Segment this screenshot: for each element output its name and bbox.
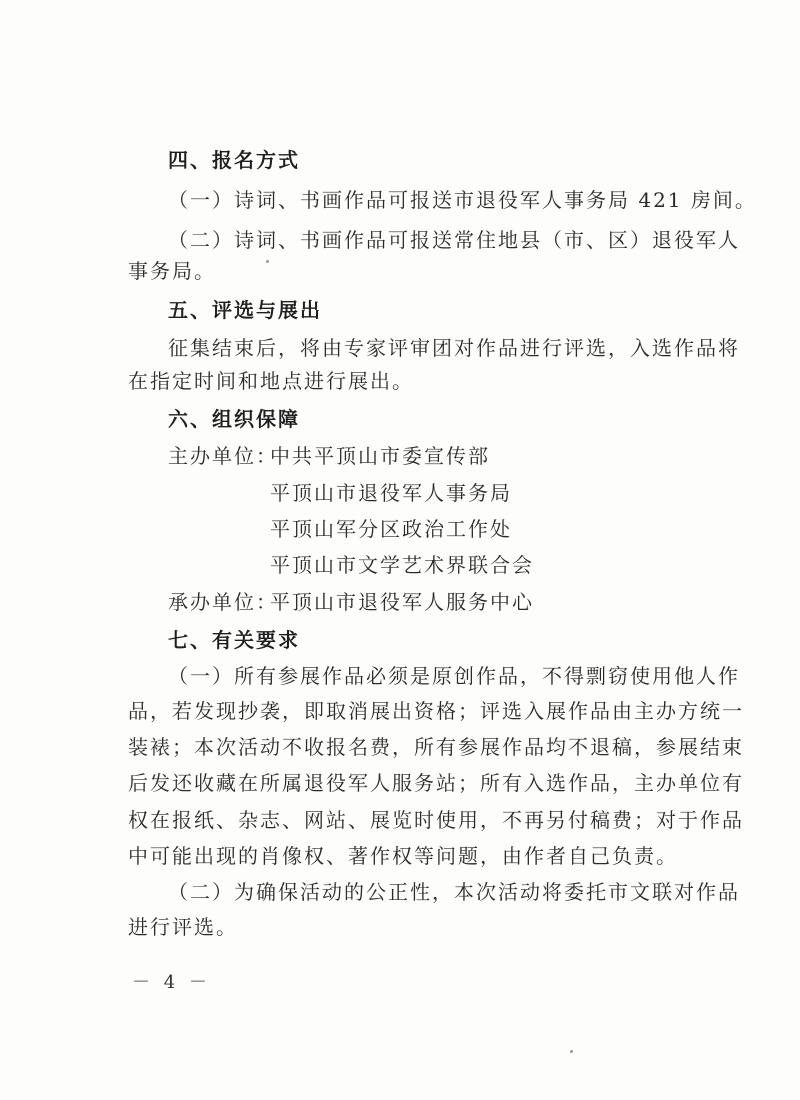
- host-unit: 中共平顶山市委宣传部: [270, 444, 490, 468]
- paragraph-line: 品，若发现抄袭，即取消展出资格；评选入展作品由主办方统一: [128, 699, 744, 723]
- paragraph-line: 征集结束后，将由专家评审团对作品进行评选，入选作品将: [168, 336, 740, 360]
- host-unit: 平顶山军分区政治工作处: [270, 517, 512, 541]
- organizer-label: 承办单位：: [168, 590, 278, 614]
- paragraph-line: 权在报纸、杂志、网站、展览时使用，不再另付稿费；对于作品: [128, 808, 744, 832]
- paragraph-line: （一）诗词、书画作品可报送市退役军人事务局 421 房间。: [168, 188, 757, 212]
- paragraph-line: 装裱；本次活动不收报名费，所有参展作品均不退稿，参展结束: [128, 735, 744, 759]
- organizer-unit: 平顶山市退役军人服务中心: [270, 590, 534, 614]
- paragraph-line: 后发还收藏在所属退役军人服务站；所有入选作品，主办单位有: [128, 771, 744, 795]
- scan-speck: [266, 260, 269, 263]
- host-unit: 平顶山市文学艺术界联合会: [270, 553, 534, 577]
- paragraph-line: （二）诗词、书画作品可报送常住地县（市、区）退役军人: [168, 228, 740, 252]
- section-heading-organization: 六、组织保障: [168, 407, 300, 431]
- paragraph-line: 进行评选。: [128, 915, 238, 939]
- paragraph-line: 事务局。: [128, 259, 216, 283]
- page-number: － 4 －: [132, 972, 211, 993]
- paragraph-line: （一）所有参展作品必须是原创作品，不得剽窃使用他人作: [168, 664, 740, 688]
- paragraph-line: （二）为确保活动的公正性，本次活动将委托市文联对作品: [168, 880, 740, 904]
- section-heading-requirements: 七、有关要求: [168, 628, 300, 652]
- paragraph-line: 中可能出现的肖像权、著作权等问题，由作者自己负责。: [128, 844, 678, 868]
- host-unit: 平顶山市退役军人事务局: [270, 481, 512, 505]
- section-heading-selection: 五、评选与展出: [168, 298, 322, 322]
- scan-speck: [570, 1050, 573, 1053]
- host-label: 主办单位：: [168, 444, 278, 468]
- section-heading-registration: 四、报名方式: [168, 148, 300, 172]
- paragraph-line: 在指定时间和地点进行展出。: [128, 369, 414, 393]
